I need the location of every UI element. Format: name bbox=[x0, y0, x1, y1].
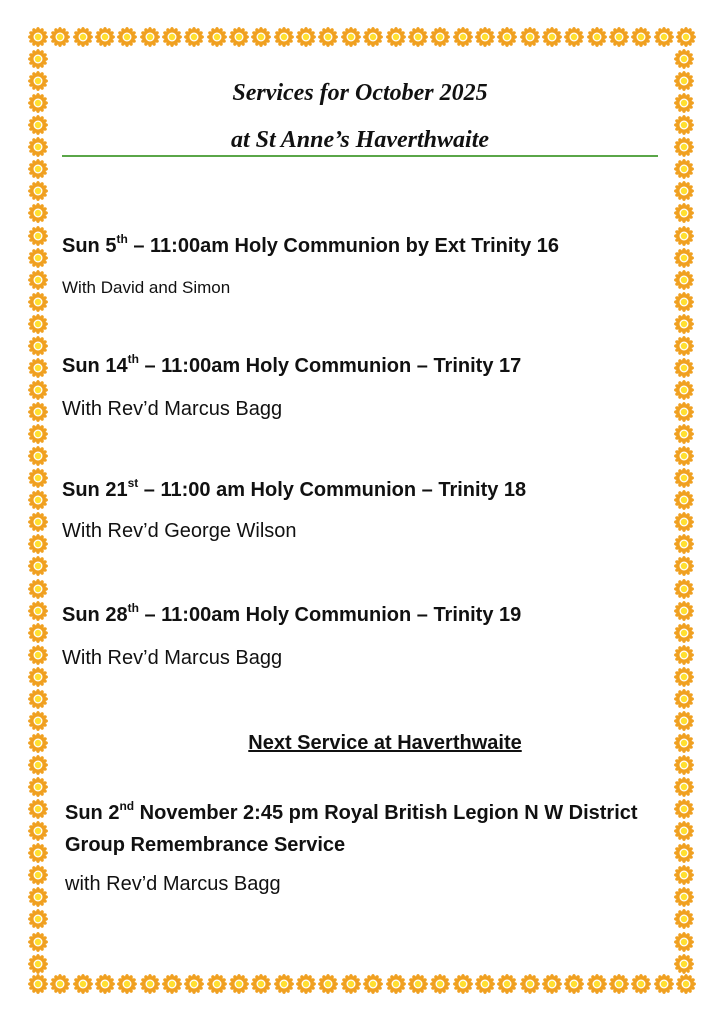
sun-flower-icon bbox=[140, 974, 160, 994]
sun-flower-icon bbox=[674, 314, 694, 334]
sun-flower-icon bbox=[564, 27, 584, 47]
sun-flower-icon bbox=[28, 248, 48, 268]
sun-flower-icon bbox=[28, 556, 48, 576]
next-service-heading: Next Service at Haverthwaite bbox=[248, 732, 522, 754]
sun-flower-icon bbox=[28, 843, 48, 863]
sun-flower-icon bbox=[674, 424, 694, 444]
sun-flower-icon bbox=[296, 27, 316, 47]
sun-flower-icon bbox=[28, 115, 48, 135]
service-heading-4: Sun 28th – 11:00am Holy Communion – Trinity 19 bbox=[62, 601, 522, 626]
sun-flower-icon bbox=[408, 974, 428, 994]
next-service-details: Sun 2nd November 2:45 pm Royal British Legion N W District Group Remembrance Service bbox=[65, 799, 638, 856]
service-with-1: With David and Simon bbox=[62, 278, 231, 297]
sun-flower-icon bbox=[28, 865, 48, 885]
sun-flower-icon bbox=[475, 974, 495, 994]
sun-flower-icon bbox=[674, 336, 694, 356]
sun-flower-icon bbox=[430, 974, 450, 994]
sun-flower-icon bbox=[28, 799, 48, 819]
sun-flower-icon bbox=[28, 821, 48, 841]
sun-flower-icon bbox=[274, 27, 294, 47]
sun-flower-icon bbox=[296, 974, 316, 994]
sun-flower-icon bbox=[674, 887, 694, 907]
sun-flower-icon bbox=[520, 27, 540, 47]
sun-flower-icon bbox=[674, 865, 694, 885]
sun-flower-icon bbox=[674, 115, 694, 135]
sun-flower-icon bbox=[674, 468, 694, 488]
sun-flower-icon bbox=[674, 358, 694, 378]
sun-flower-icon bbox=[50, 27, 70, 47]
sun-flower-icon bbox=[674, 667, 694, 687]
sun-flower-icon bbox=[674, 380, 694, 400]
sun-flower-icon bbox=[674, 93, 694, 113]
sun-flower-icon bbox=[318, 974, 338, 994]
sun-flower-icon bbox=[674, 71, 694, 91]
sun-flower-icon bbox=[28, 579, 48, 599]
sun-flower-icon bbox=[28, 181, 48, 201]
sun-flower-icon bbox=[184, 27, 204, 47]
sun-flower-icon bbox=[251, 974, 271, 994]
sun-flower-icon bbox=[251, 27, 271, 47]
sun-flower-icon bbox=[50, 974, 70, 994]
sun-flower-icon bbox=[674, 226, 694, 246]
sun-flower-icon bbox=[28, 203, 48, 223]
next-service-with: with Rev’d Marcus Bagg bbox=[65, 873, 281, 895]
service-with-3: With Rev’d George Wilson bbox=[62, 520, 297, 542]
sun-flower-icon bbox=[609, 27, 629, 47]
sun-flower-icon bbox=[674, 645, 694, 665]
sun-flower-icon bbox=[28, 159, 48, 179]
sun-flower-icon bbox=[95, 974, 115, 994]
sun-flower-icon bbox=[28, 733, 48, 753]
sun-flower-icon bbox=[28, 446, 48, 466]
sun-flower-icon bbox=[564, 974, 584, 994]
sun-flower-icon bbox=[28, 71, 48, 91]
sun-flower-icon bbox=[674, 932, 694, 952]
sun-flower-icon bbox=[28, 468, 48, 488]
sun-flower-icon bbox=[28, 336, 48, 356]
sun-flower-icon bbox=[28, 424, 48, 444]
sun-flower-icon bbox=[631, 974, 651, 994]
sun-flower-icon bbox=[497, 27, 517, 47]
sun-flower-icon bbox=[28, 887, 48, 907]
page-title: Services for October 2025 bbox=[232, 80, 488, 106]
sun-flower-icon bbox=[674, 777, 694, 797]
sun-flower-icon bbox=[341, 974, 361, 994]
sun-flower-icon bbox=[674, 623, 694, 643]
sun-flower-icon bbox=[28, 402, 48, 422]
sun-flower-icon bbox=[674, 711, 694, 731]
sun-flower-icon bbox=[654, 27, 674, 47]
sun-flower-icon bbox=[674, 556, 694, 576]
sun-flower-icon bbox=[207, 27, 227, 47]
sun-flower-icon bbox=[140, 27, 160, 47]
sun-flower-icon bbox=[28, 137, 48, 157]
border-bottom bbox=[28, 974, 696, 996]
sun-flower-icon bbox=[430, 27, 450, 47]
sun-flower-icon bbox=[184, 974, 204, 994]
sun-flower-icon bbox=[162, 27, 182, 47]
sun-flower-icon bbox=[674, 579, 694, 599]
sun-flower-icon bbox=[408, 27, 428, 47]
sun-flower-icon bbox=[28, 314, 48, 334]
sun-flower-icon bbox=[28, 226, 48, 246]
sun-flower-icon bbox=[674, 512, 694, 532]
sun-flower-icon bbox=[274, 974, 294, 994]
sun-flower-icon bbox=[28, 909, 48, 929]
title-divider bbox=[62, 155, 658, 157]
sun-flower-icon bbox=[28, 380, 48, 400]
sun-flower-icon bbox=[674, 490, 694, 510]
sun-flower-icon bbox=[117, 974, 137, 994]
sun-flower-icon bbox=[674, 689, 694, 709]
sun-flower-icon bbox=[674, 755, 694, 775]
page-subtitle: at St Anne’s Haverthwaite bbox=[230, 127, 490, 153]
sun-flower-icon bbox=[207, 974, 227, 994]
sun-flower-icon bbox=[28, 358, 48, 378]
sun-flower-icon bbox=[475, 27, 495, 47]
sun-flower-icon bbox=[497, 974, 517, 994]
sun-flower-icon bbox=[674, 270, 694, 290]
sun-flower-icon bbox=[520, 974, 540, 994]
sun-flower-icon bbox=[73, 974, 93, 994]
sun-flower-icon bbox=[28, 27, 48, 47]
sun-flower-icon bbox=[229, 974, 249, 994]
sun-flower-icon bbox=[674, 292, 694, 312]
sun-flower-icon bbox=[229, 27, 249, 47]
sun-flower-icon bbox=[28, 954, 48, 974]
sun-flower-icon bbox=[631, 27, 651, 47]
sun-flower-icon bbox=[609, 974, 629, 994]
sun-flower-icon bbox=[676, 974, 696, 994]
sun-flower-icon bbox=[674, 181, 694, 201]
sun-flower-icon bbox=[28, 490, 48, 510]
sun-flower-icon bbox=[28, 93, 48, 113]
sun-flower-icon bbox=[674, 909, 694, 929]
sun-flower-icon bbox=[674, 49, 694, 69]
border-left bbox=[28, 49, 50, 974]
sun-flower-icon bbox=[674, 137, 694, 157]
sun-flower-icon bbox=[162, 974, 182, 994]
service-with-4: With Rev’d Marcus Bagg bbox=[62, 647, 283, 669]
sun-flower-icon bbox=[453, 27, 473, 47]
sun-flower-icon bbox=[542, 974, 562, 994]
sun-flower-icon bbox=[674, 446, 694, 466]
sun-flower-icon bbox=[28, 755, 48, 775]
sun-flower-icon bbox=[386, 27, 406, 47]
service-with-2: With Rev’d Marcus Bagg bbox=[62, 398, 283, 420]
service-heading-2: Sun 14th – 11:00am Holy Communion – Trinity 17 bbox=[62, 352, 522, 377]
sun-flower-icon bbox=[676, 27, 696, 47]
sun-flower-icon bbox=[674, 159, 694, 179]
sun-flower-icon bbox=[28, 49, 48, 69]
sun-flower-icon bbox=[117, 27, 137, 47]
sun-flower-icon bbox=[674, 601, 694, 621]
sun-flower-icon bbox=[587, 27, 607, 47]
sun-flower-icon bbox=[28, 932, 48, 952]
sun-flower-icon bbox=[28, 689, 48, 709]
sun-flower-icon bbox=[674, 534, 694, 554]
sun-flower-icon bbox=[674, 203, 694, 223]
sun-flower-icon bbox=[674, 248, 694, 268]
sun-flower-icon bbox=[674, 402, 694, 422]
sun-flower-icon bbox=[386, 974, 406, 994]
sun-flower-icon bbox=[341, 27, 361, 47]
service-heading-3: Sun 21st – 11:00 am Holy Communion – Trinity 18 bbox=[62, 476, 527, 501]
sun-flower-icon bbox=[587, 974, 607, 994]
sun-flower-icon bbox=[28, 711, 48, 731]
sun-flower-icon bbox=[363, 27, 383, 47]
service-heading-1: Sun 5th – 11:00am Holy Communion by Ext Trinity 16 bbox=[62, 232, 560, 257]
sun-flower-icon bbox=[674, 954, 694, 974]
sun-flower-icon bbox=[318, 27, 338, 47]
sun-flower-icon bbox=[28, 667, 48, 687]
sun-flower-icon bbox=[28, 974, 48, 994]
sun-flower-icon bbox=[542, 27, 562, 47]
sun-flower-icon bbox=[363, 974, 383, 994]
border-top bbox=[28, 27, 696, 49]
sun-flower-icon bbox=[28, 270, 48, 290]
sun-flower-icon bbox=[654, 974, 674, 994]
sun-flower-icon bbox=[28, 534, 48, 554]
sun-flower-icon bbox=[28, 623, 48, 643]
sun-flower-icon bbox=[28, 777, 48, 797]
sun-flower-icon bbox=[28, 512, 48, 532]
sun-flower-icon bbox=[28, 645, 48, 665]
sun-flower-icon bbox=[453, 974, 473, 994]
sun-flower-icon bbox=[73, 27, 93, 47]
sun-flower-icon bbox=[95, 27, 115, 47]
sun-flower-icon bbox=[28, 292, 48, 312]
sun-flower-icon bbox=[28, 601, 48, 621]
